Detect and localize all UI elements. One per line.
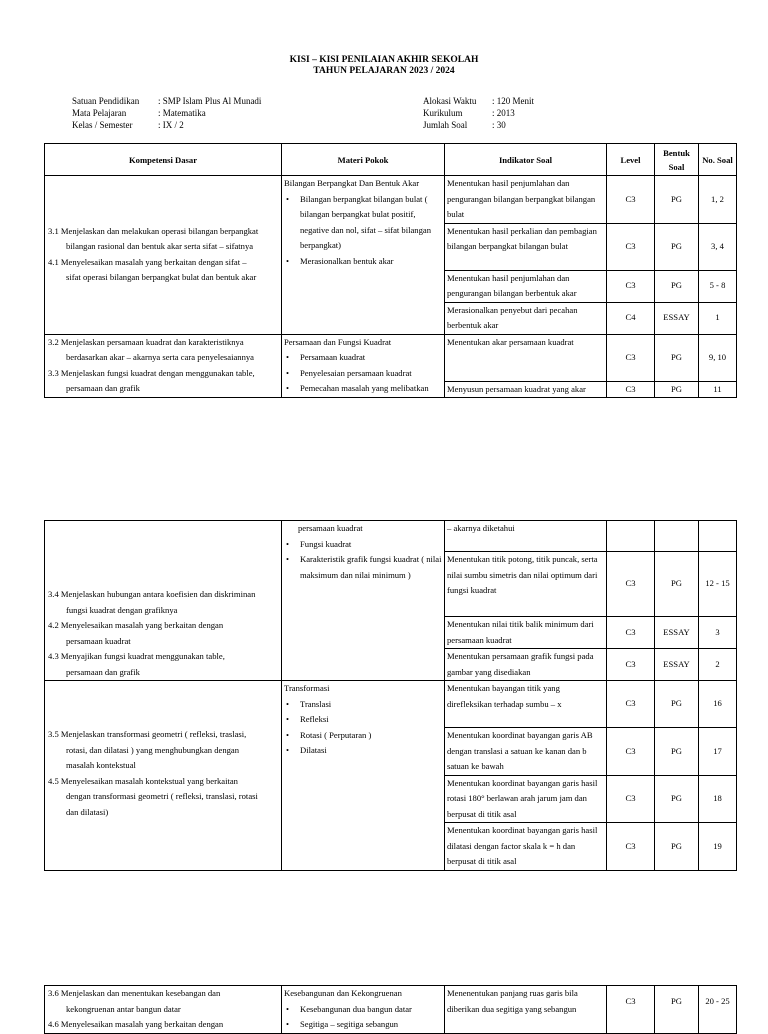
no-soal-cell: 16	[699, 681, 737, 728]
column-header-kd: Kompetensi Dasar	[45, 144, 282, 176]
kd-line: 3.1 Menjelaskan dan melakukan operasi bilangan berpangkat	[48, 225, 259, 236]
level-cell: C3	[607, 617, 655, 649]
bentuk-cell: PG	[655, 270, 699, 302]
materi-item: • Merasionalkan bentuk akar	[298, 254, 442, 270]
kompetensi-dasar-cell	[45, 334, 282, 398]
kd-line: bilangan rasional dan bentuk akar serta sifat – sifatnya	[66, 241, 254, 252]
document-title: KISI – KISI PENILAIAN AKHIR SEKOLAH	[289, 55, 479, 65]
level-cell	[607, 521, 655, 552]
bentuk-cell: PG	[655, 176, 699, 224]
no-soal-cell	[699, 521, 737, 552]
meta-value: : 2013	[492, 108, 515, 118]
bentuk-cell: PG	[655, 381, 699, 398]
kisi-table-part-1	[44, 143, 737, 398]
meta-label: Alokasi Waktu	[423, 96, 477, 106]
meta-label: Mata Pelajaran	[72, 108, 127, 118]
materi-pokok-cell	[282, 521, 445, 681]
no-soal-cell: 1	[699, 302, 737, 334]
kd-line: 4.6 Menyelesaikan masalah yang berkaitan dengan	[48, 1019, 224, 1029]
materi-continued: persamaan kuadrat	[298, 523, 363, 533]
level-cell: C4	[607, 302, 655, 334]
meta-value: : SMP Islam Plus Al Munadi	[158, 96, 262, 106]
no-soal-cell: 2	[699, 649, 737, 681]
materi-pokok-cell	[282, 334, 445, 398]
meta-right	[423, 95, 534, 131]
no-soal-cell: 3	[699, 617, 737, 649]
table-row	[45, 681, 737, 728]
bentuk-cell: PG	[655, 334, 699, 381]
meta-label: Satuan Pendidikan	[72, 96, 140, 106]
meta-left	[72, 95, 261, 131]
bentuk-cell: PG	[655, 775, 699, 823]
kisi-table-part-2	[44, 520, 737, 871]
indikator-cell: Menentukan nilai titik balik minimum dari persamaan kuadrat	[445, 617, 607, 649]
bentuk-cell: PG	[655, 552, 699, 617]
indikator-cell: – akarnya diketahui	[445, 521, 607, 552]
kompetensi-dasar-cell	[45, 986, 282, 1034]
indikator-cell: Menentukan hasil penjumlahan dan pengurangan bilangan berpangkat bilangan bulat	[445, 176, 607, 224]
column-header-level: Level	[607, 144, 655, 176]
column-header-bentuk: Bentuk Soal	[655, 144, 699, 176]
indikator-cell: Menyusun persamaan kuadrat yang akar	[445, 381, 607, 398]
kd-line: 3.3 Menjelaskan fungsi kuadrat dengan menggunakan table,	[48, 367, 255, 378]
level-cell: C3	[607, 986, 655, 1034]
materi-title: Persamaan dan Fungsi Kuadrat	[284, 336, 392, 347]
bentuk-cell: ESSAY	[655, 302, 699, 334]
bentuk-cell: PG	[655, 728, 699, 776]
table-header-row	[45, 144, 737, 176]
kd-line: fungsi kuadrat dengan grafiknya	[66, 604, 178, 615]
table-row	[45, 521, 737, 552]
column-header-indikator: Indikator Soal	[445, 144, 607, 176]
kd-line: sifat operasi bilangan berpangkat bulat dan bentuk akar	[66, 272, 257, 283]
no-soal-cell: 18	[699, 775, 737, 823]
table-row	[45, 986, 737, 1034]
bentuk-cell: PG	[655, 823, 699, 871]
materi-title: Kesebangunan dan Kekongruenan	[284, 988, 402, 998]
meta-value: : Matematika	[158, 108, 206, 118]
level-cell: C3	[607, 381, 655, 398]
indikator-cell: Menentukan bayangan titik yang direfleksikan terhadap sumbu – x	[445, 681, 607, 728]
materi-pokok-cell	[282, 681, 445, 871]
level-cell: C3	[607, 649, 655, 681]
level-cell: C3	[607, 270, 655, 302]
materi-item: • Karakteristik grafik fungsi kuadrat ( nilai maksimum dan nilai minimum )	[298, 552, 442, 583]
materi-item: • Pemecahan masalah yang melibatkan	[298, 381, 442, 397]
no-soal-cell: 19	[699, 823, 737, 871]
meta-value: : 120 Menit	[492, 96, 534, 106]
no-soal-cell: 9, 10	[699, 334, 737, 381]
meta-label: Kurikulum	[423, 108, 463, 118]
kd-line: kekongruenan antar bangun datar	[66, 1003, 181, 1014]
indikator-cell: Menentukan koordinat bayangan garis AB dengan translasi a satuan ke kanan dan b satuan ke bawah	[445, 728, 607, 776]
indikator-cell: Menenentukan panjang ruas garis bila diberikan dua segitiga yang sebangun	[445, 986, 607, 1034]
kd-line: 4.5 Menyelesaikan masalah kontekstual yang berkaitan	[48, 775, 238, 786]
level-cell: C3	[607, 176, 655, 224]
bentuk-cell: ESSAY	[655, 617, 699, 649]
level-cell: C3	[607, 823, 655, 871]
kd-line: persamaan kuadrat	[66, 635, 131, 646]
materi-pokok-cell	[282, 986, 445, 1034]
level-cell: C3	[607, 223, 655, 270]
meta-value: : 30	[492, 120, 506, 130]
materi-item: • Penyelesaian persamaan kuadrat	[298, 366, 442, 382]
materi-item: • Rotasi ( Perputaran )	[298, 728, 442, 744]
no-soal-cell: 12 - 15	[699, 552, 737, 617]
no-soal-cell: 5 - 8	[699, 270, 737, 302]
bentuk-cell: PG	[655, 223, 699, 270]
materi-item: • Dilatasi	[298, 743, 442, 759]
materi-item: • Refleksi	[298, 712, 442, 728]
kd-line: masalah kontekstual	[66, 760, 136, 770]
indikator-cell: Merasionalkan penyebut dari pecahan berbentuk akar	[445, 302, 607, 334]
materi-item: • Fungsi kuadrat	[298, 537, 442, 553]
kd-line: 3.5 Menjelaskan transformasi geometri ( refleksi, traslasi,	[48, 729, 247, 739]
table-row	[45, 334, 737, 381]
bentuk-cell	[655, 521, 699, 552]
indikator-cell: Menentukan hasil perkalian dan pembagian bilangan berpangkat bilangan bulat	[445, 223, 607, 270]
no-soal-cell: 3, 4	[699, 223, 737, 270]
kd-line: 4.1 Menyelesaikan masalah yang berkaitan dengan sifat –	[48, 256, 247, 267]
bentuk-cell: PG	[655, 681, 699, 728]
indikator-cell: Menentukan hasil penjumlahan dan pengurangan bilangan berbentuk akar	[445, 270, 607, 302]
kd-line: dengan transformasi geometri ( refleksi, translasi, rotasi	[66, 791, 258, 801]
kd-line: 4.2 Menyelesaikan masalah yang berkaitan dengan	[48, 620, 224, 630]
no-soal-cell: 11	[699, 381, 737, 398]
meta-label: Jumlah Soal	[423, 120, 468, 130]
column-header-no: No. Soal	[699, 144, 737, 176]
indikator-cell: Menentukan titik potong, titik puncak, serta nilai sumbu simetris dan nilai optimum dari fungsi kuadrat	[445, 552, 607, 617]
materi-item: • Persamaan kuadrat	[298, 350, 442, 366]
no-soal-cell: 17	[699, 728, 737, 776]
kd-line: rotasi, dan dilatasi ) yang menghubungkan dengan	[66, 744, 240, 755]
materi-item: • Segitiga – segitiga sebangun	[298, 1017, 442, 1033]
document-subtitle: TAHUN PELAJARAN 2023 / 2024	[313, 66, 455, 76]
kompetensi-dasar-cell	[45, 681, 282, 871]
materi-item: • Translasi	[298, 697, 442, 713]
materi-title: Bilangan Berpangkat Dan Bentuk Akar	[284, 178, 420, 188]
level-cell: C3	[607, 552, 655, 617]
indikator-cell: Menentukan koordinat bayangan garis hasil dilatasi dengan factor skala k = h dan berpusat di titik asal	[445, 823, 607, 871]
indikator-cell: Menentukan koordinat bayangan garis hasil rotasi 180° berlawan arah jarum jam dan berpusat di titik asal	[445, 775, 607, 823]
kd-line: 3.6 Menjelaskan dan menentukan kesebangan dan	[48, 988, 221, 998]
kompetensi-dasar-cell	[45, 176, 282, 335]
kd-line: 3.2 Menjelaskan persamaan kuadrat dan karakteristiknya	[48, 336, 244, 347]
no-soal-cell: 1, 2	[699, 176, 737, 224]
meta-value: : IX / 2	[158, 120, 184, 130]
indikator-cell: Menentukan persamaan grafik fungsi pada gambar yang disediakan	[445, 649, 607, 681]
bentuk-cell: PG	[655, 986, 699, 1034]
kd-line: 3.4 Menjelaskan hubungan antara koefisien dan diskriminan	[48, 589, 256, 599]
meta-label: Kelas / Semester	[72, 120, 133, 130]
materi-pokok-cell	[282, 176, 445, 335]
materi-title: Transformasi	[284, 683, 330, 693]
level-cell: C3	[607, 728, 655, 776]
no-soal-cell: 20 - 25	[699, 986, 737, 1034]
column-header-materi: Materi Pokok	[282, 144, 445, 176]
kd-line: persamaan dan grafik	[66, 666, 140, 677]
materi-item: • Bilangan berpangkat bilangan bulat ( bilangan berpangkat bulat positif, negative dan nol, sifat – sifat bilangan berpangkat)	[298, 192, 442, 254]
kompetensi-dasar-cell	[45, 521, 282, 681]
materi-item: • Kesebangunan dua bangun datar	[298, 1002, 442, 1018]
kisi-table-part-3	[44, 985, 737, 1034]
kd-line: persamaan dan grafik	[66, 383, 140, 393]
level-cell: C3	[607, 681, 655, 728]
indikator-cell: Menentukan akar persamaan kuadrat	[445, 334, 607, 381]
table-row	[45, 176, 737, 224]
level-cell: C3	[607, 775, 655, 823]
bentuk-cell: ESSAY	[655, 649, 699, 681]
level-cell: C3	[607, 334, 655, 381]
kd-line: dan dilatasi)	[66, 806, 109, 817]
kd-line: 4.3 Menyajikan fungsi kuadrat menggunakan table,	[48, 651, 225, 661]
kd-line: berdasarkan akar – akarnya serta cara penyelesaiannya	[66, 352, 254, 362]
